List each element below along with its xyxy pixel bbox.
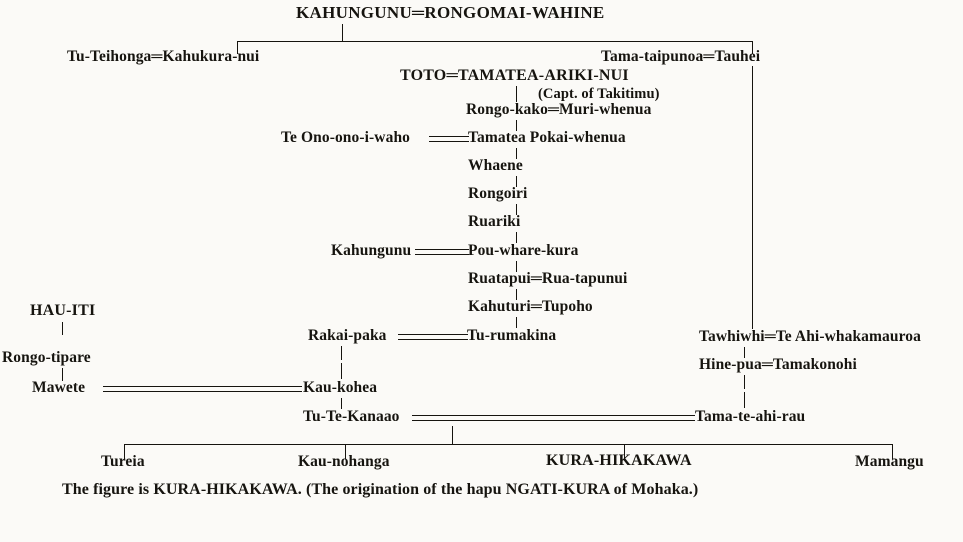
node-kahungunu-second: Kahungunu bbox=[331, 242, 412, 259]
node-tama-te-ahi-rau: Tama-te-ahi-rau bbox=[695, 408, 806, 425]
sibling-bar-final-generation bbox=[124, 444, 893, 445]
node-capt-of-takitimu: (Capt. of Takitimu) bbox=[538, 86, 660, 102]
node-mamangu: Mamangu bbox=[855, 453, 924, 470]
node-tama-taipunoa-tauhei: Tama-taipunoa═Tauhei bbox=[601, 48, 761, 65]
node-ruariki: Ruariki bbox=[468, 213, 521, 230]
descent-line-rakai-paka-a bbox=[341, 346, 342, 360]
node-rongo-tipare: Rongo-tipare bbox=[2, 349, 91, 366]
chart-caption: The figure is KURA-HIKAKAWA. (The origination of the hapu NGATI-KURA of Mohaka.) bbox=[62, 481, 699, 498]
marriage-bar-kahungunu-pou-whare-kura bbox=[415, 249, 469, 255]
node-ruatapui-rua-tapunui: Ruatapui═Rua-tapunui bbox=[468, 270, 628, 287]
marriage-bar-rakai-paka-tu-rumakina bbox=[398, 334, 468, 340]
node-hine-pua-tamakonohi: Hine-pua═Tamakonohi bbox=[699, 356, 857, 373]
node-tamatea-pokai-whenua: Tamatea Pokai-whenua bbox=[468, 129, 626, 146]
node-tawhiwhi-te-ahi-whakamauroa: Tawhiwhi═Te Ahi-whakamauroa bbox=[699, 328, 922, 345]
node-rakai-paka: Rakai-paka bbox=[308, 327, 387, 344]
descent-line-kahungunu bbox=[342, 24, 343, 41]
node-kau-kohea: Kau-kohea bbox=[303, 379, 378, 396]
node-tureia: Tureia bbox=[101, 453, 145, 470]
marriage-bar-te-ono-ono-tamatea bbox=[429, 136, 469, 142]
node-hau-iti: HAU-ITI bbox=[30, 302, 96, 319]
descent-line-hine-pua-b bbox=[744, 392, 745, 408]
node-rongo-kako-muri-whenua: Rongo-kako═Muri-whenua bbox=[466, 101, 652, 118]
descent-line-hine-pua-a bbox=[744, 375, 745, 389]
descent-line-rakai-paka-b bbox=[341, 363, 342, 379]
node-kura-hikakawa: KURA-HIKAKAWA bbox=[546, 452, 692, 469]
node-te-ono-ono-i-waho: Te Ono-ono-i-waho bbox=[281, 129, 411, 146]
descent-line-tauhei-to-tawhiwhi bbox=[752, 66, 753, 329]
marriage-bar-mawete-kau-kohea bbox=[103, 386, 302, 392]
marriage-bar-tu-te-kanaao-tama-te-ahi-rau bbox=[412, 415, 695, 421]
node-pou-whare-kura: Pou-whare-kura bbox=[468, 242, 579, 259]
descent-line-toto bbox=[516, 86, 517, 102]
descent-line-hau-iti bbox=[62, 322, 63, 335]
node-tu-teihonga-kahukura-nui: Tu-Teihonga═Kahukura-nui bbox=[67, 48, 260, 65]
node-kahuturi-tupoho: Kahuturi═Tupoho bbox=[468, 298, 593, 315]
node-rongoiri: Rongoiri bbox=[468, 185, 528, 202]
descent-line-final-couple bbox=[452, 426, 453, 444]
node-kau-nohanga: Kau-nohanga bbox=[298, 453, 390, 470]
sibling-bar-generation2 bbox=[237, 41, 752, 42]
node-whaene: Whaene bbox=[468, 157, 523, 174]
node-kahungunu-rongomai-wahine: KAHUNGUNU═RONGOMAI-WAHINE bbox=[296, 3, 605, 22]
node-tu-rumakina: Tu-rumakina bbox=[467, 327, 557, 344]
node-mawete: Mawete bbox=[32, 379, 86, 396]
node-toto-tamatea-ariki-nui: TOTO═TAMATEA-ARIKI-NUI bbox=[400, 67, 629, 84]
node-tu-te-kanaao: Tu-Te-Kanaao bbox=[303, 408, 400, 425]
